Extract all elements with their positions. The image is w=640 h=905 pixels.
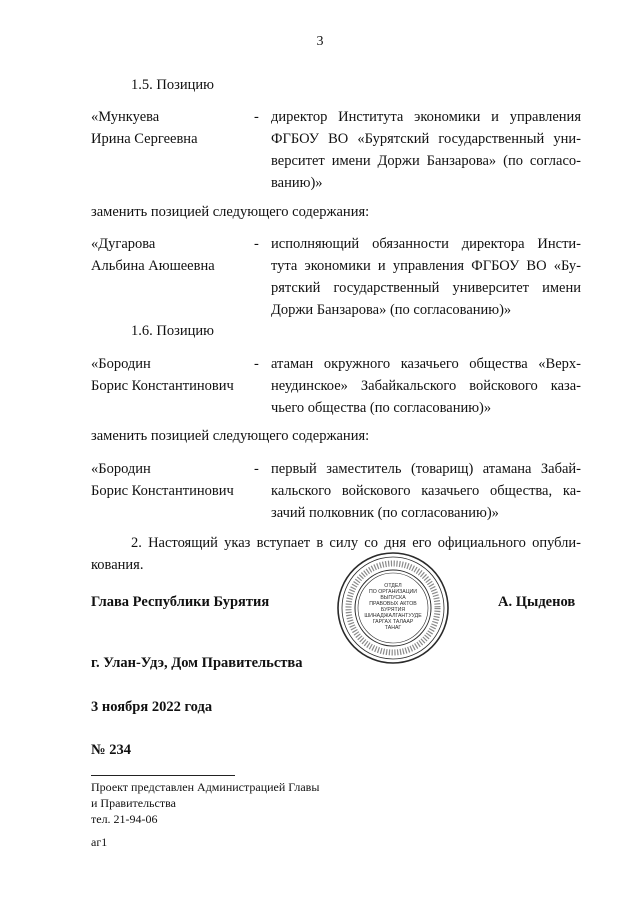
seal-text-line: ГАРГАХ ТАЛААР <box>372 619 414 625</box>
seal-text-line: ШИНАДЖАЛГАНТУУДЕ <box>364 613 422 619</box>
entry-dash: - <box>254 236 259 252</box>
effective-date-paragraph: 2. Настоящий указ вступает в силу со дня его официального опубли- кования. <box>91 535 581 573</box>
new-position-description-1-5: исполняющий обязанности директора Инсти- тута экономики и управления ФГБОУ ВО «Бу- рятский государственный университет имени Доржи Банзарова» (по согласованию)» <box>271 236 581 318</box>
signatory-position: Глава Республики Бурятия <box>91 594 270 610</box>
seal-text-line: ПРАВОВЫХ АКТОВ <box>369 601 417 607</box>
seal-text-line: ПО ОРГАНИЗАЦИИ <box>369 589 417 595</box>
decree-number: № 234 <box>91 742 131 758</box>
old-position-description-1-6: атаман окружного казачьего общества «Верх- неудинское» Забайкальского войскового каза- чьего общества (по согласованию)» <box>271 356 581 416</box>
footnote-phone: тел. 21-94-06 <box>91 812 158 826</box>
old-person-name-1-5: «Мункуева Ирина Сергеевна <box>91 109 198 147</box>
section-1-5-heading: 1.5. Позицию <box>131 77 214 93</box>
entry-dash: - <box>254 461 259 477</box>
footnote-divider <box>91 775 235 776</box>
footnote-line: Проект представлен Администрацией Главы <box>91 780 320 794</box>
replace-instruction-1-6: заменить позицией следующего содержания: <box>91 428 370 444</box>
entry-dash: - <box>254 109 259 125</box>
new-position-description-1-6: первый заместитель (товарищ) атамана Забай- кальского войскового казачьего общества, ка- зачий полковник (по согласованию)» <box>271 461 581 521</box>
new-person-name-1-6: «Бородин Борис Константинович <box>91 461 234 499</box>
section-1-6-heading: 1.6. Позицию <box>131 323 214 339</box>
seal-text-line: ОТДЕЛ <box>384 583 402 589</box>
old-position-description-1-5: директор Института экономики и управления ФГБОУ ВО «Бурятский государственный уни- верситет имени Доржи Банзарова» (по согласо- ванию)» <box>271 109 581 191</box>
seal-text-line: ТАНАГ <box>384 625 402 631</box>
seal-text-line: ВЫПУСКА <box>380 595 406 601</box>
document-code: аг1 <box>91 835 108 849</box>
replace-instruction-1-5: заменить позицией следующего содержания: <box>91 204 370 220</box>
official-seal-stamp <box>336 551 450 665</box>
page-number: 3 <box>316 34 324 49</box>
entry-dash: - <box>254 356 259 372</box>
place-of-signing: г. Улан-Удэ, Дом Правительства <box>91 655 303 671</box>
decree-date: 3 ноября 2022 года <box>91 699 213 715</box>
old-person-name-1-6: «Бородин Борис Константинович <box>91 356 234 394</box>
new-person-name-1-5: «Дугарова Альбина Аюшеевна <box>91 236 215 274</box>
footnote-line: и Правительства <box>91 796 176 810</box>
signatory-name: А. Цыденов <box>498 594 576 610</box>
seal-text-line: БУРЯТИЯ <box>380 607 406 613</box>
